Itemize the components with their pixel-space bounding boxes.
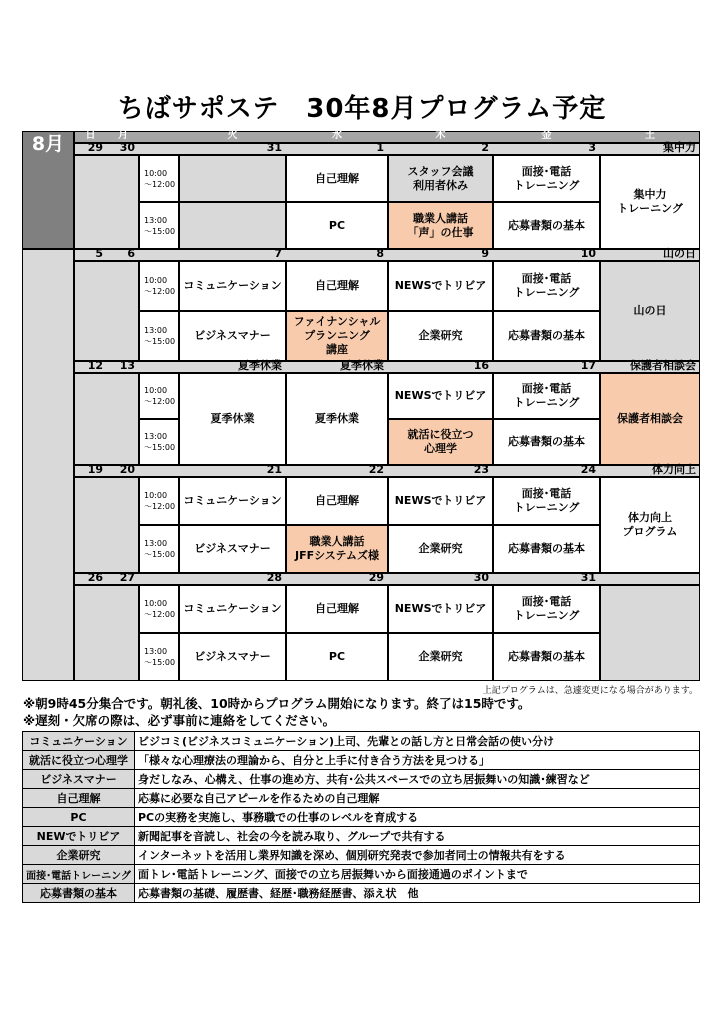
date-mon: 30 <box>119 141 135 154</box>
program-thu-am: NEWSでトリビア <box>388 477 493 525</box>
time-text: 10:00 <box>144 168 168 178</box>
date-fri: 3 <box>588 141 596 154</box>
time-text: ～12:00 <box>144 397 176 406</box>
date-sun: 19 <box>87 463 103 476</box>
date-wed: 22 <box>368 463 384 476</box>
time-text: 10:00 <box>144 386 168 395</box>
program-wed-pm: ファイナンシャル プランニング 講座 <box>286 311 388 361</box>
time-text: 13:00 <box>144 647 168 656</box>
calendar <box>22 131 700 681</box>
program-thu-pm: 企業研究 <box>388 633 493 681</box>
time-pm <box>139 202 179 249</box>
program-tue-pm <box>179 202 286 249</box>
date-sun: 26 <box>87 571 103 584</box>
date-fri: 24 <box>580 463 596 476</box>
date-tue: 夏季休業 <box>238 359 282 372</box>
program-thu-pm: 就活に役立つ 心理学 <box>388 419 493 465</box>
program-sat: 保護者相談会 <box>600 373 700 465</box>
legend-row <box>23 789 700 808</box>
weekend-sun-mon <box>74 155 139 249</box>
date-sat: 体力向上 <box>652 463 696 476</box>
date-mon: 6 <box>127 247 135 260</box>
legend-row <box>23 732 700 751</box>
program-tue-pm: ビジネスマナー <box>179 525 286 573</box>
date-thu: 23 <box>473 463 489 476</box>
legend-label: ビジネスマナー <box>23 770 135 789</box>
legend-row <box>23 846 700 865</box>
header-sat: 土 <box>645 130 655 141</box>
program-fri-pm: 応募書類の基本 <box>493 202 600 249</box>
date-wed: 8 <box>376 247 384 260</box>
date-sun: 12 <box>87 359 103 372</box>
time-text: 13:00 <box>144 326 168 335</box>
time-text: ～12:00 <box>144 610 176 619</box>
legend-description: インターネットを活用し業界知識を深め、個別研究発表で参加者同士の情報共有をする <box>135 846 700 865</box>
program-wed-am: 自己理解 <box>286 261 388 311</box>
date-wed: 1 <box>376 141 384 154</box>
change-note: 上記プログラムは、急遽変更になる場合があります。 <box>482 686 698 696</box>
program-fri-pm: 応募書類の基本 <box>493 525 600 573</box>
program-fri-pm: 応募書類の基本 <box>493 419 600 465</box>
date-sat: 山の日 <box>663 247 696 260</box>
program-wed-pm: 職業人講話 JFFシステムズ様 <box>286 525 388 573</box>
date-sat: 集中力 <box>663 141 696 154</box>
legend-label: 自己理解 <box>23 789 135 808</box>
program-tue-am <box>179 155 286 202</box>
time-text: 13:00 <box>144 539 168 548</box>
legend-row <box>23 751 700 770</box>
header-sun: 日 <box>85 130 96 141</box>
page-title: ちばサポステ 30年8月プログラム予定 <box>117 94 607 124</box>
legend-label: 企業研究 <box>23 846 135 865</box>
program-wed-am: 自己理解 <box>286 155 388 202</box>
legend-label: NEWでトリビア <box>23 827 135 846</box>
program-tue: 夏季休業 <box>179 373 286 465</box>
legend-label: 就活に役立つ心理学 <box>23 751 135 770</box>
program-thu-am: スタッフ会議 利用者休み <box>388 155 493 202</box>
legend-description: 応募書類の基礎、履歴書、経歴･職務経歴書、添え状 他 <box>135 884 700 903</box>
date-wed: 29 <box>368 571 384 584</box>
program-fri-am: 面接･電話 トレーニング <box>493 155 600 202</box>
time-text: 13:00 <box>144 215 168 225</box>
date-mon: 13 <box>119 359 135 372</box>
program-wed-pm: PC <box>286 202 388 249</box>
date-fri: 17 <box>580 359 596 372</box>
notice-assembly: ※朝9時45分集合です。朝礼後、10時からプログラム開始になります。終了は15時です。 <box>23 696 531 711</box>
date-sun: 5 <box>95 247 103 260</box>
program-sat: 体力向上 プログラム <box>600 477 700 573</box>
legend-description: 「様々な心理療法の理論から、自分と上手に付き合う方法を見つける」 <box>135 751 700 770</box>
date-thu: 30 <box>473 571 489 584</box>
month-column-rest <box>22 249 74 681</box>
legend-label: 面接･電話トレーニング <box>23 865 135 884</box>
time-text: ～15:00 <box>144 443 176 452</box>
header-wed: 水 <box>332 130 342 141</box>
date-thu: 9 <box>481 247 489 260</box>
date-mon: 27 <box>119 571 135 584</box>
time-pm <box>139 311 179 361</box>
weekend-sun-mon <box>74 373 139 465</box>
program-sat <box>600 585 700 681</box>
date-tue: 28 <box>266 571 282 584</box>
header-mon: 月 <box>118 130 128 141</box>
date-sun: 29 <box>87 141 103 154</box>
program-thu-pm: 企業研究 <box>388 311 493 361</box>
program-wed: 夏季休業 <box>286 373 388 465</box>
legend-description: PCの実務を実施し、事務職での仕事のレベルを育成する <box>135 808 700 827</box>
program-wed-am: 自己理解 <box>286 585 388 633</box>
legend-description: ビジコミ(ビジネスコミュニケーション)上司、先輩との話し方と日常会話の使い分け <box>135 732 700 751</box>
date-wed: 夏季休業 <box>340 359 384 372</box>
legend-row <box>23 770 700 789</box>
legend-description: 身だしなみ、心構え、仕事の進め方、共有･公共スペースでの立ち居振舞いの知識･練習など <box>135 770 700 789</box>
header-tue: 火 <box>227 130 238 141</box>
date-sat <box>600 572 696 584</box>
program-tue-pm: ビジネスマナー <box>179 633 286 681</box>
legend-description: 応募に必要な自己アピールを作るための自己理解 <box>135 789 700 808</box>
weekend-sun-mon <box>74 261 139 361</box>
program-sat: 集中力 トレーニング <box>600 155 700 249</box>
notice-absence: ※遅刻・欠席の際は、必ず事前に連絡をしてください。 <box>23 713 336 728</box>
program-thu-am: NEWSでトリビア <box>388 373 493 419</box>
time-text: ～15:00 <box>144 226 176 236</box>
program-tue-am: コミュニケーション <box>179 585 286 633</box>
legend-description: 新聞記事を音読し、社会の今を読み取り、グループで共有する <box>135 827 700 846</box>
legend-row <box>23 884 700 903</box>
time-am <box>139 477 179 525</box>
legend-label: PC <box>23 808 135 827</box>
date-fri: 31 <box>580 571 596 584</box>
date-tue: 7 <box>274 247 282 260</box>
legend-label: 応募書類の基本 <box>23 884 135 903</box>
weekend-sun-mon <box>74 585 139 681</box>
program-sat: 山の日 <box>600 261 700 361</box>
program-thu-am: NEWSでトリビア <box>388 261 493 311</box>
time-am <box>139 155 179 202</box>
program-fri-am: 面接･電話 トレーニング <box>493 477 600 525</box>
legend-label: コミュニケーション <box>23 732 135 751</box>
time-text: 10:00 <box>144 491 168 500</box>
legend-row <box>23 808 700 827</box>
date-tue: 21 <box>266 463 282 476</box>
time-text: ～12:00 <box>144 502 176 511</box>
time-text: ～12:00 <box>144 179 176 189</box>
header-thu: 木 <box>435 130 446 141</box>
program-tue-am: コミュニケーション <box>179 477 286 525</box>
date-fri: 10 <box>580 247 596 260</box>
time-text: ～12:00 <box>144 287 176 296</box>
month-label: 8月 <box>31 133 65 155</box>
program-thu-pm: 職業人講話 「声」の仕事 <box>388 202 493 249</box>
program-fri-pm: 応募書類の基本 <box>493 633 600 681</box>
time-am <box>139 261 179 311</box>
program-wed-pm: PC <box>286 633 388 681</box>
header-fri: 金 <box>541 130 552 141</box>
legend-description: 面トレ･電話トレーニング、面接での立ち居振舞いから面接通過のポイントまで <box>135 865 700 884</box>
date-thu: 16 <box>473 359 489 372</box>
program-thu-pm: 企業研究 <box>388 525 493 573</box>
program-legend <box>22 731 700 903</box>
time-text: ～15:00 <box>144 550 176 559</box>
date-mon: 20 <box>119 463 135 476</box>
program-wed-am: 自己理解 <box>286 477 388 525</box>
date-sat: 保護者相談会 <box>630 359 696 372</box>
program-fri-am: 面接･電話 トレーニング <box>493 373 600 419</box>
legend-row <box>23 827 700 846</box>
time-am <box>139 373 179 419</box>
time-text: 10:00 <box>144 276 168 285</box>
program-fri-am: 面接･電話 トレーニング <box>493 261 600 311</box>
time-pm <box>139 419 179 465</box>
program-fri-am: 面接･電話 トレーニング <box>493 585 600 633</box>
time-text: 10:00 <box>144 599 168 608</box>
time-am <box>139 585 179 633</box>
weekend-sun-mon <box>74 477 139 573</box>
legend-row <box>23 865 700 884</box>
program-fri-pm: 応募書類の基本 <box>493 311 600 361</box>
program-tue-am: コミュニケーション <box>179 261 286 311</box>
time-text: ～15:00 <box>144 337 176 346</box>
program-thu-am: NEWSでトリビア <box>388 585 493 633</box>
time-text: 13:00 <box>144 432 168 441</box>
time-pm <box>139 633 179 681</box>
date-tue: 31 <box>266 141 282 154</box>
time-pm <box>139 525 179 573</box>
program-tue-pm: ビジネスマナー <box>179 311 286 361</box>
time-text: ～15:00 <box>144 658 176 667</box>
date-thu: 2 <box>481 141 489 154</box>
